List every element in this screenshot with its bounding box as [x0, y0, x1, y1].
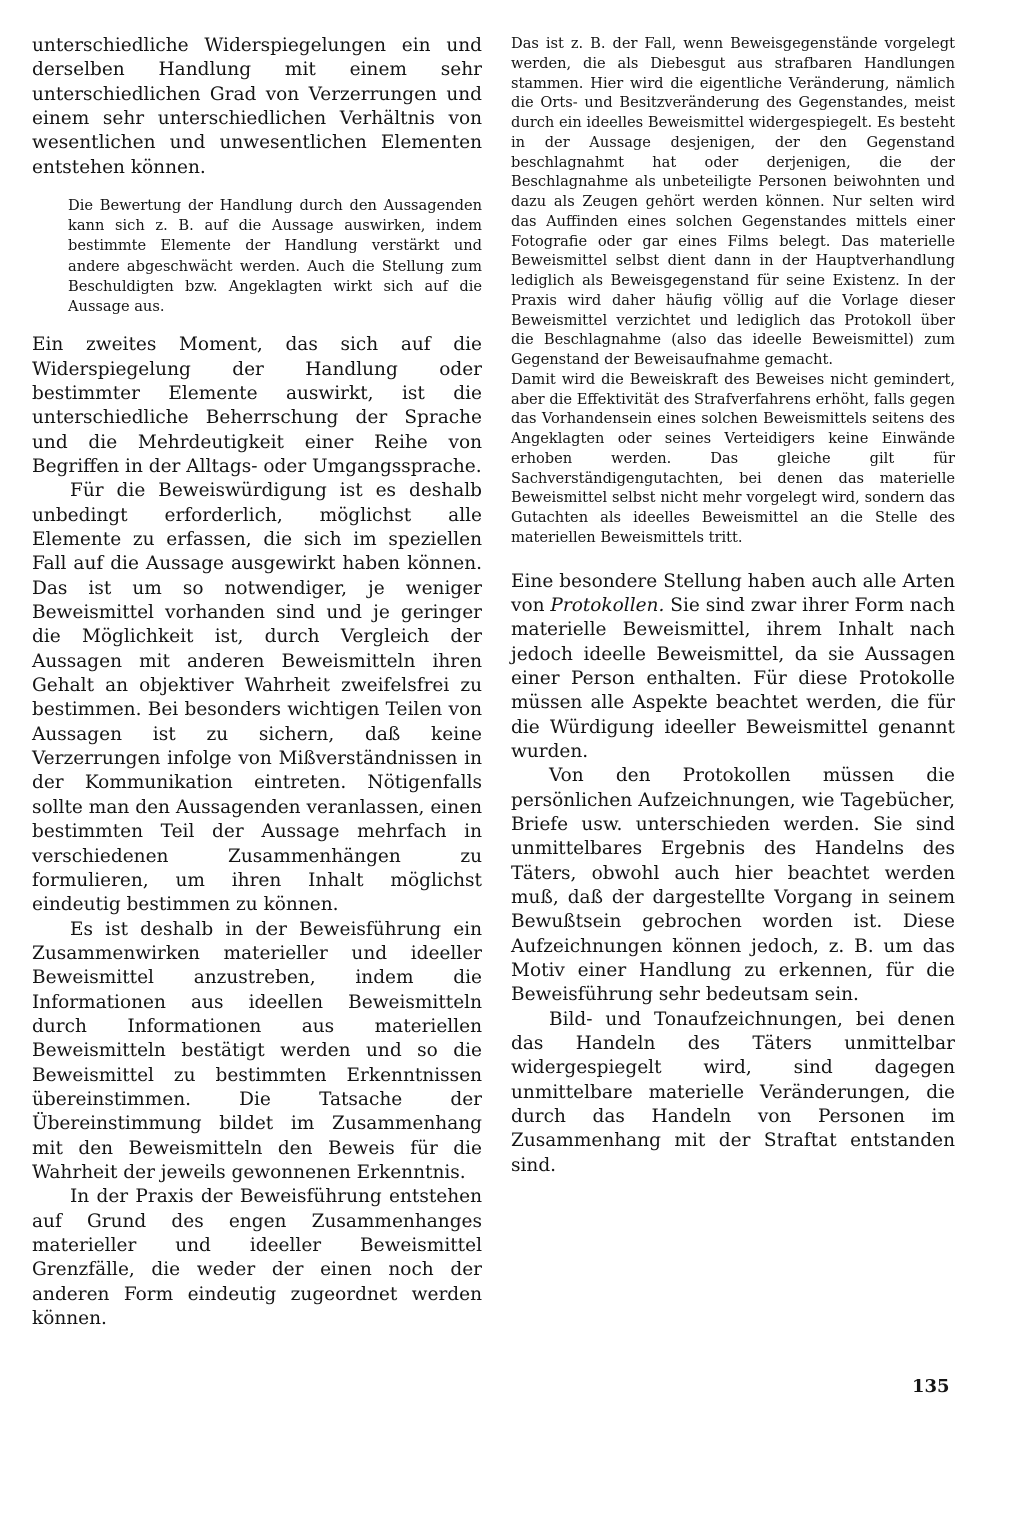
note-paragraph: Das ist z. B. der Fall, wenn Beweisgegenstände vorgelegt werden, die als Diebesgut aus strafbaren Handlungen stammen. Hier wird die eigentliche Veränderung, nämlich die Orts- und Besitzveränderung des Gegenstandes, meist durch ein ideelles Beweismittel widergespiegelt. Es besteht in der Aussage desjenigen, der den Gegenstand beschlagnahmt hat oder derjenigen, die der Beschlagnahme als unbeteiligte Personen beiwohnten und dazu als Zeugen gehört werden können. Nur selten wird das Auffinden eines solchen Gegenstandes mittels einer Fotografie oder gar eines Films belegt. Das materielle Beweismittel selbst dient dann in der Hauptverhandlung lediglich als Beweisgegenstand für seine Existenz. In der Praxis wird daher häufig völlig auf die Vorlage dieser Beweismittel verzichtet und lediglich das Protokoll über die Beschlagnahme (also das ideelle Beweismittel) zum Gegenstand der Beweisaufnahme gemacht. — [511, 35, 955, 368]
text-run: Eine besondere Stellung haben auch alle Arten von — [511, 570, 955, 616]
paragraph — [511, 570, 955, 765]
left-column — [32, 34, 482, 1331]
emphasis: Protokollen. — [550, 594, 665, 616]
right-column — [511, 34, 955, 1178]
note-block — [511, 34, 955, 548]
paragraph: Es ist deshalb in der Beweisführung ein Zusammenwirken materieller und ideeller Beweismittel anzustreben, indem die Informationen aus ideellen Beweismitteln durch Informationen aus materiellen Beweismitteln bestätigt werden und so die Beweismittel zu bestimmten Erkenntnissen übereinstimmen. Die Tatsache der Übereinstimmung bildet im Zusammenhang mit den Beweismitteln den Beweis für die Wahrheit der jeweils gewonnenen Erkenntnis. — [32, 918, 482, 1183]
note-block — [68, 196, 482, 317]
paragraph: In der Praxis der Beweisführung entstehen auf Grund des engen Zusammenhanges materieller und ideeller Beweismittel Grenzfälle, die weder der einen noch der anderen Form eindeutig zugeordnet werden können. — [32, 1186, 482, 1330]
paragraph: Für die Beweiswürdigung ist es deshalb unbedingt erforderlich, möglichst alle Elemente zu erfassen, die sich im speziellen Fall auf die Aussage ausgewirkt haben können. Das ist um so notwendiger, je weniger Beweismittel vorhanden sind und je geringer die Möglichkeit ist, durch Vergleich der Aussagen mit anderen Beweismitteln ihren Gehalt an objektiver Wahrheit zweifelsfrei zu bestimmen. Bei besonders wichtigen Teilen von Aussagen ist zu sichern, daß keine Verzerrungen infolge von Mißverständnissen in der Kommunikation eintreten. Nötigenfalls sollte man den Aussagenden veranlassen, einen bestimmten Teil der Aussage mehrfach in verschiedenen Zusammenhängen zu formulieren, um ihren Inhalt möglichst eindeutig bestimmen zu können. — [32, 480, 482, 916]
text-run: Sie sind zwar ihrer Form nach materielle Beweismittel, ihrem Inhalt nach jedoch ideelle Beweismittel, da sie Aussagen einer Person enthalten. Für diese Protokolle müssen alle Aspekte beachtet werden, die für die Würdigung ideeller Beweismittel genannt wurden. — [511, 594, 956, 762]
paragraph: Ein zweites Moment, das sich auf die Widerspiegelung der Handlung oder bestimmter Elemente auswirkt, ist die unterschiedliche Beherrschung der Sprache und die Mehrdeutigkeit einer Reihe von Begriffen in der Alltags- oder Umgangssprache. — [32, 334, 482, 477]
note-paragraph: Damit wird die Beweiskraft des Beweises nicht gemindert, aber die Effektivität des Strafverfahrens erhöht, falls gegen das Vorhandensein eines solchen Beweismittels seitens des Angeklagten oder seines Verteidigers keine Einwände erhoben werden. Das gleiche gilt für Sachverständigengutachten, bei denen das materielle Beweismittel selbst nicht mehr vorgelegt wird, sondern das Gutachten als ideelles Beweismittel an die Stelle des materiellen Beweismittels tritt. — [511, 370, 955, 546]
page-number: 135 — [912, 1376, 950, 1397]
paragraph: Von den Protokollen müssen die persönlichen Aufzeichnungen, wie Tagebücher, Briefe usw. unterschieden werden. Sie sind unmittelbares Ergebnis des Handelns des Täters, obwohl auch hier beachtet werden muß, daß der dargestellte Vorgang in seinem Bewußtsein gebrochen worden ist. Diese Aufzeichnungen können jedoch, z. B. um das Motiv einer Handlung zu erkennen, für die Beweisführung sehr bedeutsam sein. — [511, 765, 955, 1006]
paragraph: unterschiedliche Widerspiegelungen ein und derselben Handlung mit einem sehr unterschiedlichen Grad von Verzerrungen und einem sehr unterschiedlichen Verhältnis von wesentlichen und unwesentlichen Elementen entstehen können. — [32, 35, 482, 178]
paragraph: Bild- und Tonaufzeichnungen, bei denen das Handeln des Täters unmittelbar widergespiegelt wird, sind dagegen unmittelbare materielle Veränderungen, die durch das Handeln von Personen im Zusammenhang mit der Straftat entstanden sind. — [511, 1008, 955, 1176]
note-paragraph: Die Bewertung der Handlung durch den Aussagenden kann sich z. B. auf die Aussage auswirken, indem bestimmte Elemente der Handlung verstärkt und andere abgeschwächt werden. Auch die Stellung zum Beschuldigten bzw. Angeklagten wirkt sich auf die Aussage aus. — [68, 197, 482, 316]
